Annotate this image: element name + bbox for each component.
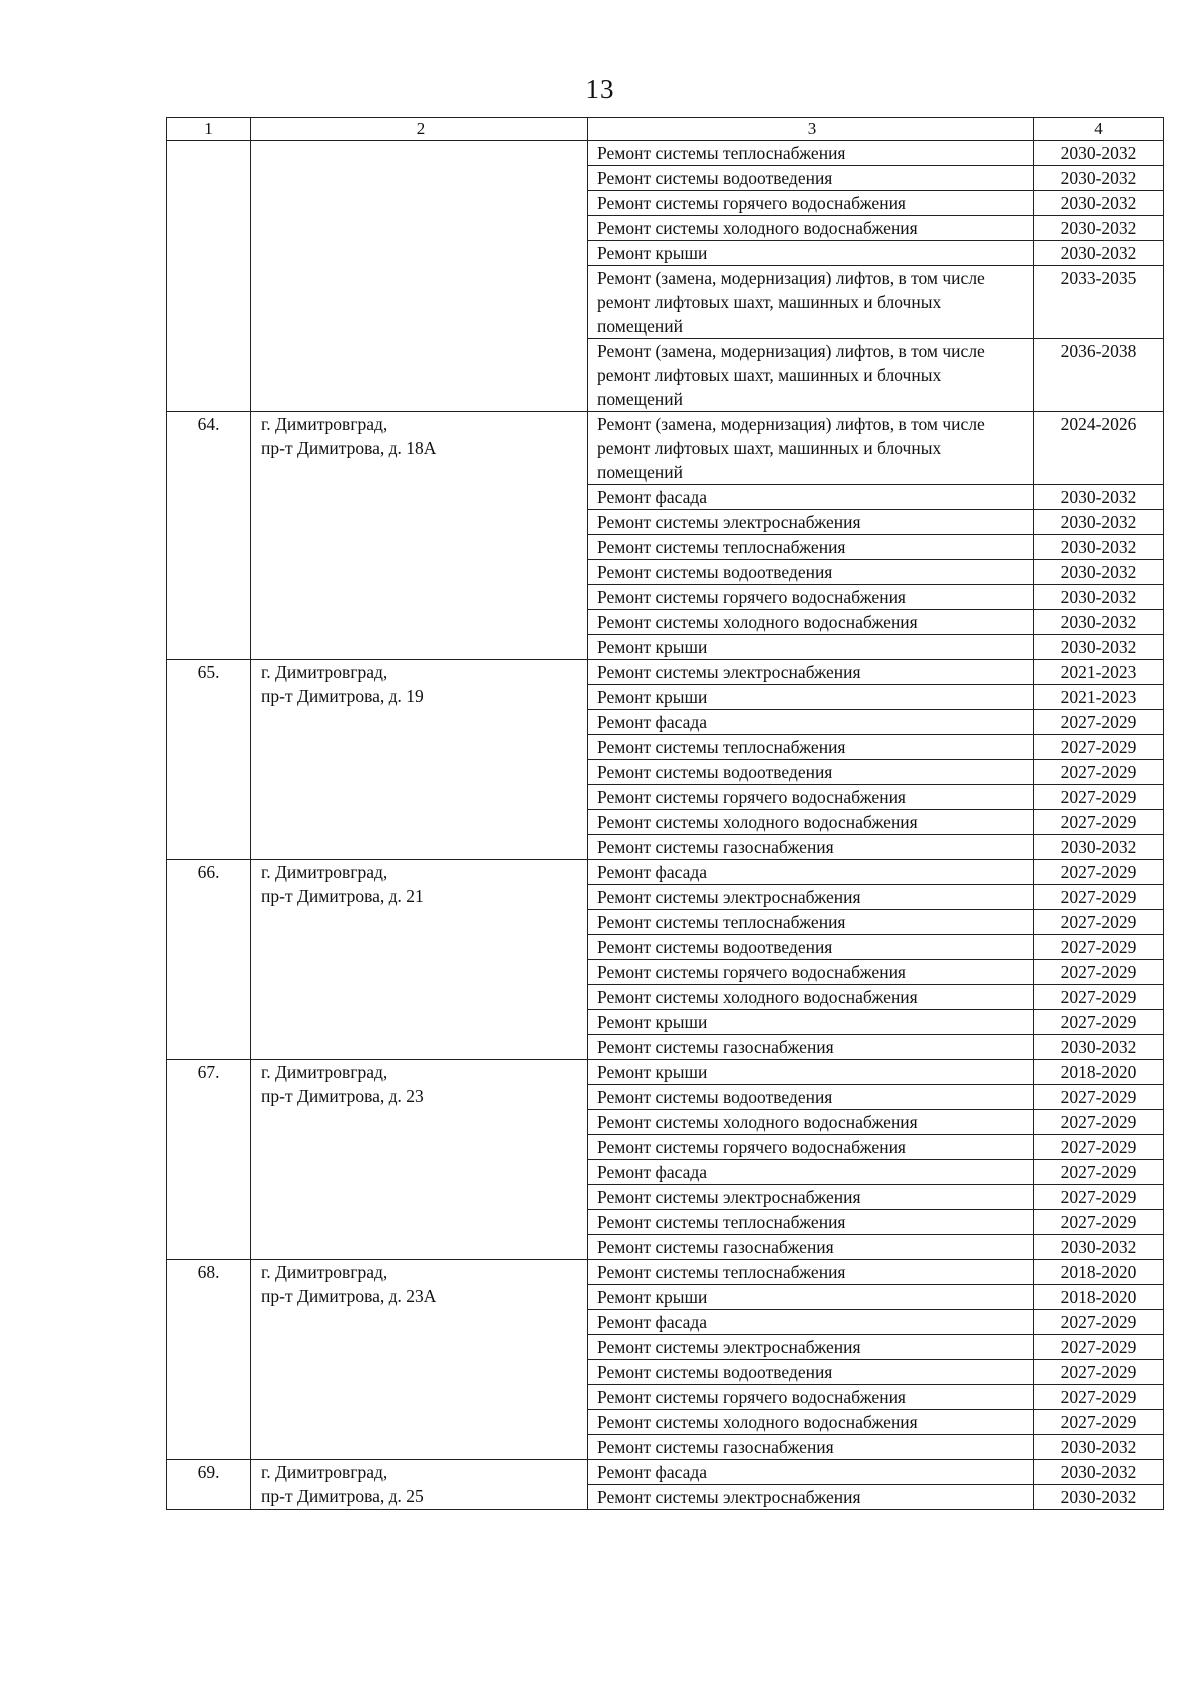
period-cell: 2030-2032 — [1034, 585, 1164, 610]
work-type-cell: Ремонт фасада — [588, 1460, 1034, 1485]
work-type-cell: Ремонт крыши — [588, 1285, 1034, 1310]
period-cell: 2027-2029 — [1034, 760, 1164, 785]
period-cell: 2030-2032 — [1034, 510, 1164, 535]
period-cell: 2027-2029 — [1034, 1360, 1164, 1385]
work-type-cell: Ремонт системы газоснабжения — [588, 835, 1034, 860]
table-row — [167, 412, 1164, 485]
work-type-cell: Ремонт системы теплоснабжения — [588, 1210, 1034, 1235]
work-type-cell: Ремонт (замена, модернизация) лифтов, в том числе ремонт лифтовых шахт, машинных и блочных помещений — [588, 266, 1034, 339]
period-cell: 2030-2032 — [1034, 485, 1164, 510]
work-type-cell: Ремонт системы электроснабжения — [588, 885, 1034, 910]
period-cell: 2027-2029 — [1034, 1210, 1164, 1235]
period-cell: 2030-2032 — [1034, 241, 1164, 266]
item-number: 69. — [167, 1460, 251, 1510]
period-cell: 2030-2032 — [1034, 1035, 1164, 1060]
period-cell: 2030-2032 — [1034, 216, 1164, 241]
address-line: пр-т Димитрова, д. 23 — [261, 1086, 424, 1106]
period-cell: 2030-2032 — [1034, 1485, 1164, 1510]
period-cell: 2021-2023 — [1034, 685, 1164, 710]
work-type-cell: Ремонт системы электроснабжения — [588, 510, 1034, 535]
address-line: г. Димитровград, — [261, 662, 388, 682]
work-type-cell: Ремонт фасада — [588, 1160, 1034, 1185]
period-cell: 2027-2029 — [1034, 1335, 1164, 1360]
item-number: 65. — [167, 660, 251, 860]
work-type-cell: Ремонт системы электроснабжения — [588, 660, 1034, 685]
work-type-cell: Ремонт системы холодного водоснабжения — [588, 1110, 1034, 1135]
period-cell: 2027-2029 — [1034, 985, 1164, 1010]
period-cell: 2027-2029 — [1034, 935, 1164, 960]
table-row — [167, 1460, 1164, 1485]
work-type-cell: Ремонт системы электроснабжения — [588, 1185, 1034, 1210]
period-cell: 2033-2035 — [1034, 266, 1164, 339]
period-cell: 2030-2032 — [1034, 535, 1164, 560]
work-type-cell: Ремонт системы теплоснабжения — [588, 910, 1034, 935]
address-cell — [251, 1460, 588, 1510]
period-cell: 2027-2029 — [1034, 810, 1164, 835]
period-cell: 2030-2032 — [1034, 560, 1164, 585]
column-header-row — [167, 118, 1164, 141]
work-type-cell: Ремонт системы газоснабжения — [588, 1435, 1034, 1460]
work-type-cell: Ремонт системы водоотведения — [588, 166, 1034, 191]
period-cell: 2030-2032 — [1034, 1435, 1164, 1460]
work-type-cell: Ремонт системы теплоснабжения — [588, 1260, 1034, 1285]
work-type-cell: Ремонт крыши — [588, 1010, 1034, 1035]
work-type-cell: Ремонт системы горячего водоснабжения — [588, 585, 1034, 610]
period-cell: 2027-2029 — [1034, 735, 1164, 760]
work-type-cell: Ремонт фасада — [588, 710, 1034, 735]
period-cell: 2027-2029 — [1034, 785, 1164, 810]
period-cell: 2027-2029 — [1034, 1310, 1164, 1335]
period-cell: 2027-2029 — [1034, 910, 1164, 935]
work-type-cell: Ремонт крыши — [588, 635, 1034, 660]
period-cell: 2030-2032 — [1034, 635, 1164, 660]
period-cell: 2027-2029 — [1034, 885, 1164, 910]
work-type-cell: Ремонт системы газоснабжения — [588, 1035, 1034, 1060]
period-cell: 2018-2020 — [1034, 1060, 1164, 1085]
work-type-cell: Ремонт (замена, модернизация) лифтов, в том числе ремонт лифтовых шахт, машинных и блочных помещений — [588, 412, 1034, 485]
work-type-cell: Ремонт системы холодного водоснабжения — [588, 610, 1034, 635]
table-body — [167, 118, 1164, 1510]
work-type-cell: Ремонт системы холодного водоснабжения — [588, 985, 1034, 1010]
work-type-cell: Ремонт системы водоотведения — [588, 935, 1034, 960]
item-number — [167, 141, 251, 412]
address-cell — [251, 412, 588, 660]
item-number: 66. — [167, 860, 251, 1060]
work-type-cell: Ремонт системы электроснабжения — [588, 1485, 1034, 1510]
item-number: 64. — [167, 412, 251, 660]
address-line: пр-т Димитрова, д. 21 — [261, 886, 424, 906]
address-line: г. Димитровград, — [261, 414, 388, 434]
address-line: г. Димитровград, — [261, 1462, 388, 1482]
table-row — [167, 1260, 1164, 1285]
column-header-4: 4 — [1034, 118, 1164, 141]
address-cell — [251, 860, 588, 1060]
work-type-cell: Ремонт системы теплоснабжения — [588, 535, 1034, 560]
period-cell: 2030-2032 — [1034, 191, 1164, 216]
work-type-cell: Ремонт системы водоотведения — [588, 560, 1034, 585]
address-cell — [251, 660, 588, 860]
period-cell: 2027-2029 — [1034, 710, 1164, 735]
address-line: г. Димитровград, — [261, 1062, 388, 1082]
work-type-cell: Ремонт системы газоснабжения — [588, 1235, 1034, 1260]
period-cell: 2030-2032 — [1034, 835, 1164, 860]
work-type-cell: Ремонт системы горячего водоснабжения — [588, 1135, 1034, 1160]
column-header-1: 1 — [167, 118, 251, 141]
work-type-cell: Ремонт системы водоотведения — [588, 1360, 1034, 1385]
work-type-cell: Ремонт фасада — [588, 1310, 1034, 1335]
period-cell: 2027-2029 — [1034, 1085, 1164, 1110]
work-type-cell: Ремонт фасада — [588, 860, 1034, 885]
address-cell — [251, 1060, 588, 1260]
period-cell: 2030-2032 — [1034, 166, 1164, 191]
table-row — [167, 1060, 1164, 1085]
column-header-3: 3 — [588, 118, 1034, 141]
work-type-cell: Ремонт системы холодного водоснабжения — [588, 810, 1034, 835]
work-type-cell: Ремонт системы горячего водоснабжения — [588, 960, 1034, 985]
period-cell: 2027-2029 — [1034, 960, 1164, 985]
period-cell: 2027-2029 — [1034, 1410, 1164, 1435]
work-type-cell: Ремонт системы теплоснабжения — [588, 141, 1034, 166]
period-cell: 2027-2029 — [1034, 1135, 1164, 1160]
period-cell: 2030-2032 — [1034, 141, 1164, 166]
address-cell — [251, 1260, 588, 1460]
period-cell: 2036-2038 — [1034, 339, 1164, 412]
column-header-2: 2 — [251, 118, 588, 141]
address-line: пр-т Димитрова, д. 25 — [261, 1486, 424, 1506]
address-line: г. Димитровград, — [261, 1262, 388, 1282]
table-row — [167, 660, 1164, 685]
work-type-cell: Ремонт крыши — [588, 1060, 1034, 1085]
period-cell: 2018-2020 — [1034, 1260, 1164, 1285]
work-type-cell: Ремонт (замена, модернизация) лифтов, в том числе ремонт лифтовых шахт, машинных и блочных помещений — [588, 339, 1034, 412]
address-line: г. Димитровград, — [261, 862, 388, 882]
address-line: пр-т Димитрова, д. 19 — [261, 686, 424, 706]
work-type-cell: Ремонт системы водоотведения — [588, 760, 1034, 785]
period-cell: 2027-2029 — [1034, 1010, 1164, 1035]
work-type-cell: Ремонт системы холодного водоснабжения — [588, 216, 1034, 241]
page-number: 13 — [585, 74, 615, 104]
work-type-cell: Ремонт системы электроснабжения — [588, 1335, 1034, 1360]
work-type-cell: Ремонт фасада — [588, 485, 1034, 510]
work-type-cell: Ремонт системы горячего водоснабжения — [588, 191, 1034, 216]
period-cell: 2027-2029 — [1034, 1185, 1164, 1210]
period-cell: 2027-2029 — [1034, 1110, 1164, 1135]
period-cell: 2030-2032 — [1034, 610, 1164, 635]
period-cell: 2030-2032 — [1034, 1235, 1164, 1260]
work-type-cell: Ремонт крыши — [588, 685, 1034, 710]
address-line: пр-т Димитрова, д. 23А — [261, 1286, 437, 1306]
item-number: 68. — [167, 1260, 251, 1460]
work-type-cell: Ремонт системы горячего водоснабжения — [588, 1385, 1034, 1410]
period-cell: 2027-2029 — [1034, 1385, 1164, 1410]
period-cell: 2021-2023 — [1034, 660, 1164, 685]
work-type-cell: Ремонт системы холодного водоснабжения — [588, 1410, 1034, 1435]
item-number: 67. — [167, 1060, 251, 1260]
period-cell: 2018-2020 — [1034, 1285, 1164, 1310]
work-type-cell: Ремонт крыши — [588, 241, 1034, 266]
period-cell: 2030-2032 — [1034, 1460, 1164, 1485]
period-cell: 2027-2029 — [1034, 1160, 1164, 1185]
work-type-cell: Ремонт системы горячего водоснабжения — [588, 785, 1034, 810]
table-row — [167, 860, 1164, 885]
period-cell: 2027-2029 — [1034, 860, 1164, 885]
address-cell — [251, 141, 588, 412]
repair-schedule-table — [166, 117, 1164, 1510]
period-cell: 2024-2026 — [1034, 412, 1164, 485]
work-type-cell: Ремонт системы водоотведения — [588, 1085, 1034, 1110]
address-line: пр-т Димитрова, д. 18А — [261, 438, 437, 458]
table-row — [167, 141, 1164, 166]
work-type-cell: Ремонт системы теплоснабжения — [588, 735, 1034, 760]
